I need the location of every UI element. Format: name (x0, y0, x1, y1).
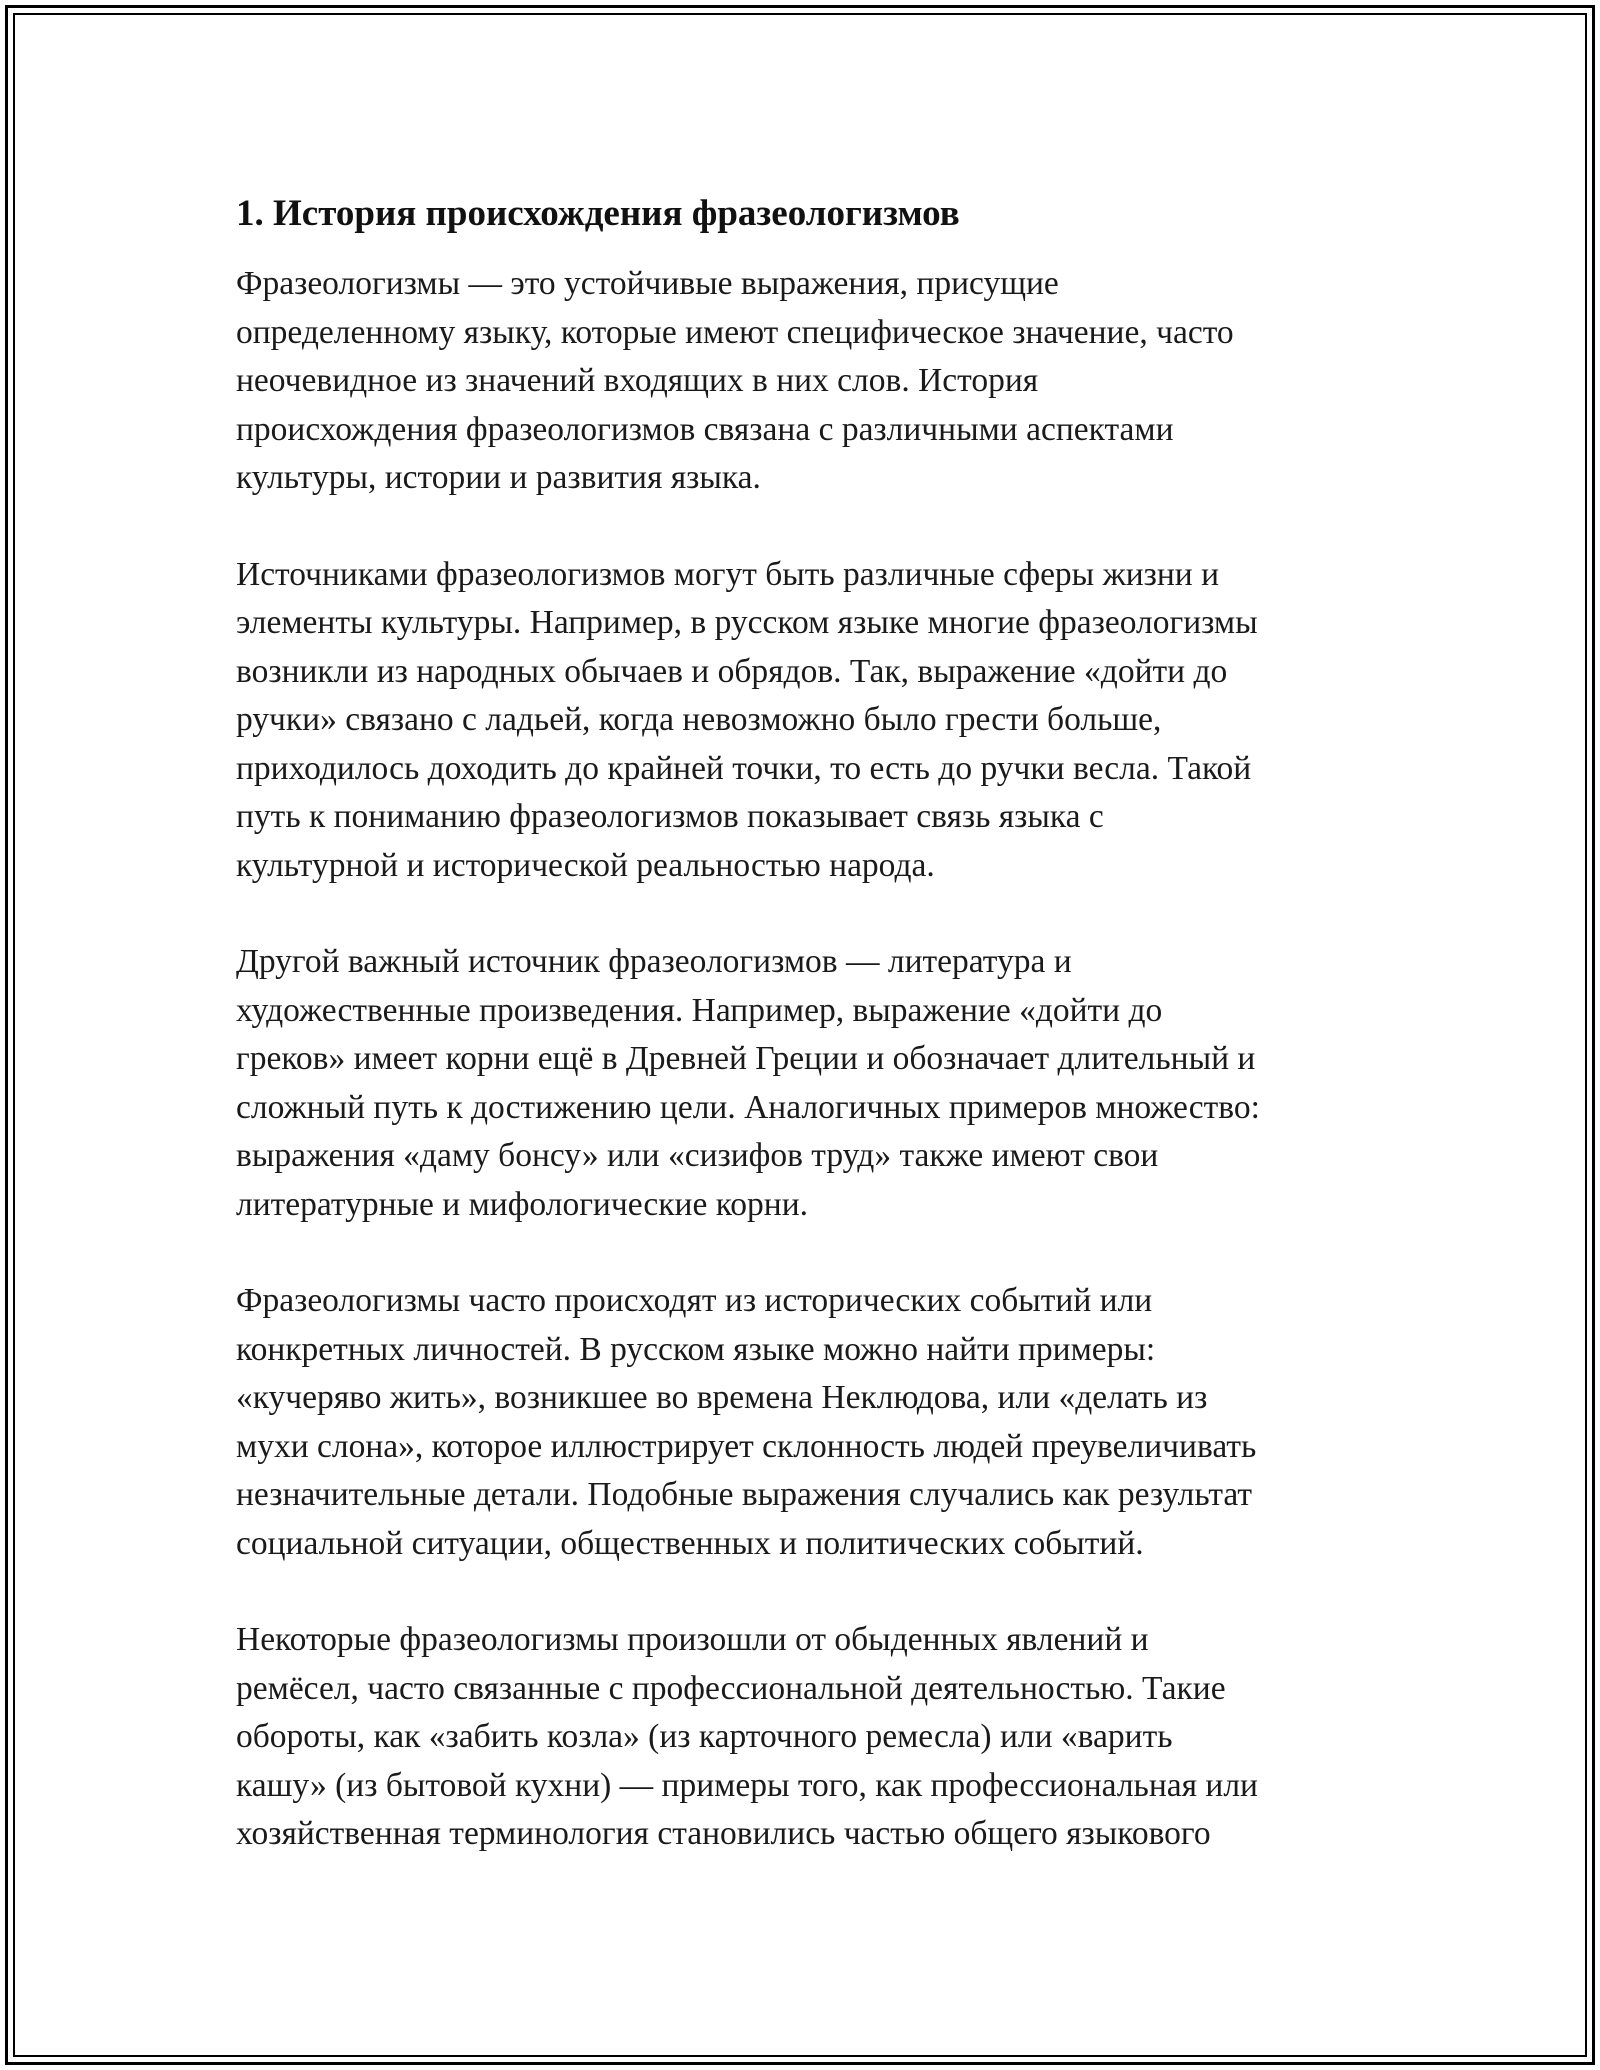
paragraph-line: «кучеряво жить», возникшее во времена Неклюдова, или «делать из (236, 1379, 1208, 1416)
paragraph-line: приходилось доходить до крайней точки, то есть до ручки весла. Такой (236, 749, 1252, 787)
paragraph-line: обороты, как «забить козла» (из карточного ремесла) или «варить (236, 1718, 1173, 1755)
paragraph-line: ручки» связано с ладьей, когда невозможно было грести больше, (236, 701, 1162, 738)
paragraph-line: возникли из народных обычаев и обрядов. Так, выражение «дойти до (236, 652, 1228, 690)
paragraph-line: Некоторые фразеологизмы произошли от обыденных явлений и (236, 1621, 1149, 1658)
paragraph (236, 1277, 1376, 1568)
paragraph-line: кашу» (из бытовой кухни) — примеры того, как профессиональная или (236, 1766, 1258, 1804)
paragraph-line: неочевидное из значений входящих в них слов. История (236, 362, 1039, 399)
document-content (236, 186, 1376, 1907)
paragraph-line: происхождения фразеологизмов связана с различными аспектами (236, 410, 1174, 448)
paragraph-line: Фразеологизмы — это устойчивые выражения, присущие (236, 265, 1059, 302)
paragraph (236, 938, 1376, 1229)
paragraph-line: сложный путь к достижению цели. Аналогичных примеров множество: (236, 1088, 1260, 1126)
paragraph-line: незначительные детали. Подобные выражения случались как результат (236, 1476, 1253, 1513)
paragraph (236, 260, 1376, 503)
paragraph-line: литературные и мифологические корни. (236, 1185, 809, 1223)
paragraph-line: выражения «даму бонсу» или «сизифов труд» также имеют свои (236, 1137, 1159, 1174)
paragraph-line: путь к пониманию фразеологизмов показывает связь языка с (236, 798, 1104, 835)
paragraph-line: ремёсел, часто связанные с профессиональной деятельностью. Такие (236, 1669, 1226, 1707)
paragraph-line: художественные произведения. Например, выражение «дойти до (236, 991, 1163, 1029)
paragraph-line: определенному языку, которые имеют специфическое значение, часто (236, 313, 1234, 351)
paragraph-line: хозяйственная терминология становились частью общего языкового (236, 1815, 1211, 1852)
paragraph (236, 551, 1376, 891)
paragraph (236, 1616, 1376, 1859)
section-heading: 1. История происхождения фразеологизмов (236, 193, 960, 234)
paragraph-line: Фразеологизмы часто происходят из исторических событий или (236, 1282, 1153, 1319)
paragraph-line: культуры, истории и развития языка. (236, 459, 761, 496)
paragraph-line: мухи слона», которое иллюстрирует склонность людей преувеличивать (236, 1427, 1257, 1465)
paragraph-line: греков» имеет корни ещё в Древней Греции и обозначает длительный и (236, 1040, 1256, 1077)
paragraph-line: элементы культуры. Например, в русском языке многие фразеологизмы (236, 604, 1258, 641)
paragraph-line: конкретных личностей. В русском языке можно найти примеры: (236, 1330, 1156, 1368)
paragraph-line: культурной и исторической реальностью народа. (236, 846, 935, 884)
paragraph-line: социальной ситуации, общественных и политических событий. (236, 1524, 1144, 1562)
paragraph-line: Источниками фразеологизмов могут быть различные сферы жизни и (236, 555, 1220, 593)
paragraph-line: Другой важный источник фразеологизмов — литература и (236, 943, 1072, 980)
paragraph-list (236, 260, 1376, 1859)
